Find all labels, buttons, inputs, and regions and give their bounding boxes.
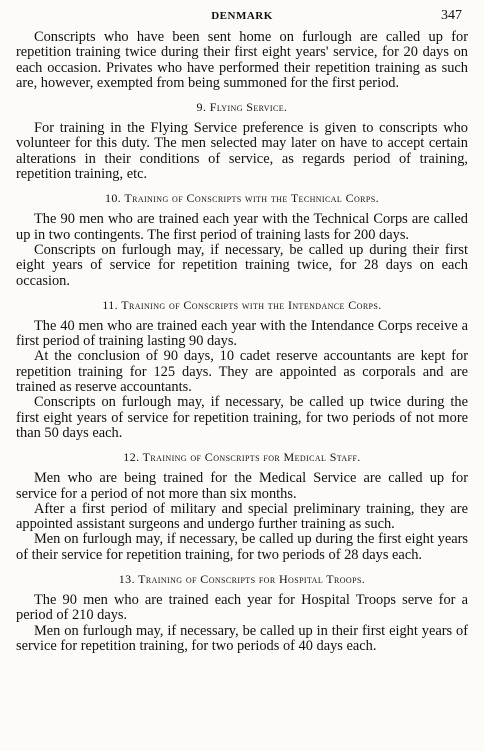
section-heading: 11. Training of Conscripts with the Intendance Corps. bbox=[102, 297, 382, 312]
running-title: DENMARK bbox=[211, 10, 273, 22]
paragraph: The 90 men who are trained each year for Hospital Troops serve for a period of 210 days. bbox=[16, 592, 468, 624]
section-heading: 10. Training of Conscripts with the Technical Corps. bbox=[104, 191, 380, 206]
section-heading: 9. Flying Service. bbox=[196, 100, 288, 115]
section-heading: 12. Training of Conscripts for Medical Staff. bbox=[123, 450, 361, 465]
page-number: 347 bbox=[441, 8, 462, 23]
paragraph: Men on furlough may, if necessary, be called up in their first eight years of service for repetition training, for two periods of 40 days each. bbox=[16, 622, 468, 654]
paragraph: Men who are being trained for the Medical Service are called up for service for a period of not more than six months. bbox=[16, 470, 468, 502]
paragraph: Conscripts who have been sent home on furlough are called up for repetition training twice during their first eight years' service, for 20 days on each occasion. Privates who have performed their repetition training as such are, however, exempted from being summoned for the first period. bbox=[16, 29, 468, 91]
page-header bbox=[16, 8, 468, 30]
paragraph: For training in the Flying Service preference is given to conscripts who volunteer for this duty. The men selected may later on have to accept certain alterations in their conditions of service, as regards period of training, repetition training, etc. bbox=[16, 120, 468, 183]
section-heading: 13. Training of Conscripts for Hospital Troops. bbox=[118, 572, 366, 587]
paragraph: At the conclusion of 90 days, 10 cadet reserve accountants are kept for repetition training for 125 days. They are appointed as corporals and are trained as reserve accountants. bbox=[16, 348, 468, 396]
paragraph: Men on furlough may, if necessary, be called up during the first eight years of their service for repetition training, for two periods of 28 days each. bbox=[16, 531, 468, 563]
paragraph: Conscripts on furlough may, if necessary, be called up twice during the first eight years of service for repetition training, for two periods of not more than 50 days each. bbox=[16, 394, 468, 441]
paragraph: The 90 men who are trained each year with the Technical Corps are called up in two contingents. The first period of training lasts for 200 days. bbox=[16, 211, 468, 243]
paragraph: The 40 men who are trained each year with the Intendance Corps receive a first period of training lasting 90 days. bbox=[16, 317, 468, 350]
paragraph: After a first period of military and special preliminary training, they are appointed assistant surgeons and undergo further training as such. bbox=[16, 500, 468, 533]
paragraph: Conscripts on furlough may, if necessary, be called up during their first eight years of service for repetition training twice, for 28 days on each occasion. bbox=[16, 241, 468, 289]
